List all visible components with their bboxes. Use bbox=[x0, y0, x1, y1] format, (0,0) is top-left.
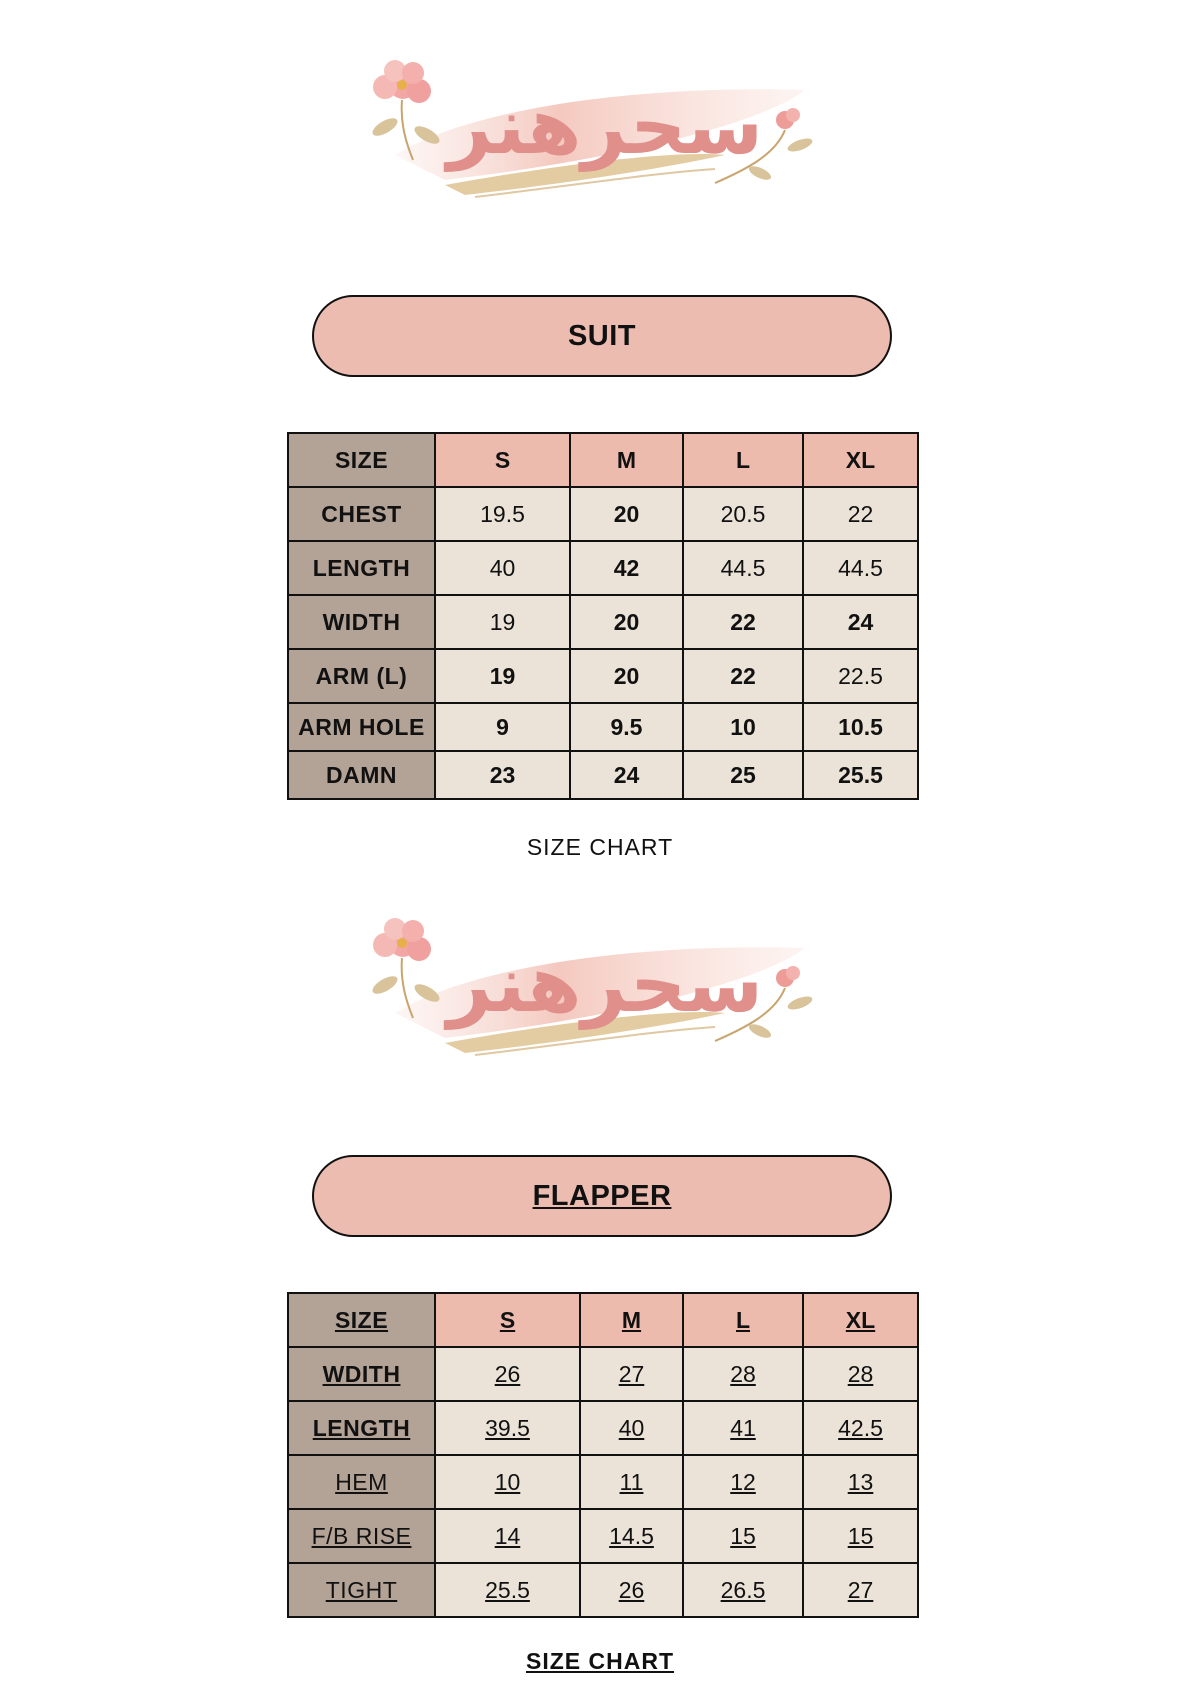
size-column-header: XL bbox=[803, 433, 918, 487]
row-label: F/B RISE bbox=[288, 1509, 435, 1563]
table-cell: 24 bbox=[803, 595, 918, 649]
table-row bbox=[288, 649, 918, 703]
flapper-size-chart-caption: SIZE CHART bbox=[526, 1648, 674, 1674]
table-cell: 12 bbox=[683, 1455, 803, 1509]
table-cell: 42 bbox=[570, 541, 683, 595]
floral-logo-icon bbox=[355, 45, 855, 220]
table-cell: 24 bbox=[570, 751, 683, 799]
size-column-header: M bbox=[570, 433, 683, 487]
table-cell: 20 bbox=[570, 487, 683, 541]
table-row bbox=[288, 1509, 918, 1563]
svg-text:سحرهنر: سحرهنر bbox=[447, 82, 763, 172]
table-row bbox=[288, 1347, 918, 1401]
table-row bbox=[288, 541, 918, 595]
table-cell: 41 bbox=[683, 1401, 803, 1455]
row-label: ARM HOLE bbox=[288, 703, 435, 751]
table-cell: 22 bbox=[803, 487, 918, 541]
table-cell: 19.5 bbox=[435, 487, 570, 541]
table-cell: 22.5 bbox=[803, 649, 918, 703]
table-cell: 11 bbox=[580, 1455, 683, 1509]
table-cell: 25.5 bbox=[435, 1563, 580, 1617]
size-column-header: S bbox=[435, 433, 570, 487]
table-cell: 10 bbox=[683, 703, 803, 751]
flapper-title: FLAPPER bbox=[532, 1179, 672, 1212]
table-cell: 40 bbox=[580, 1401, 683, 1455]
flapper-title-banner bbox=[312, 1155, 892, 1237]
table-cell: 26.5 bbox=[683, 1563, 803, 1617]
table-cell: 9.5 bbox=[570, 703, 683, 751]
size-column-header: S bbox=[435, 1293, 580, 1347]
table-row bbox=[288, 1401, 918, 1455]
table-cell: 19 bbox=[435, 649, 570, 703]
suit-size-table bbox=[287, 432, 919, 800]
table-cell: 44.5 bbox=[683, 541, 803, 595]
table-cell: 9 bbox=[435, 703, 570, 751]
suit-title-banner bbox=[312, 295, 892, 377]
table-cell: 27 bbox=[803, 1563, 918, 1617]
size-column-header: XL bbox=[803, 1293, 918, 1347]
suit-title: SUIT bbox=[567, 319, 637, 352]
table-cell: 25.5 bbox=[803, 751, 918, 799]
table-cell: 20 bbox=[570, 595, 683, 649]
table-cell: 42.5 bbox=[803, 1401, 918, 1455]
table-cell: 20 bbox=[570, 649, 683, 703]
row-label: LENGTH bbox=[288, 541, 435, 595]
table-cell: 19 bbox=[435, 595, 570, 649]
size-column-header: L bbox=[683, 433, 803, 487]
table-cell: 20.5 bbox=[683, 487, 803, 541]
table-cell: 44.5 bbox=[803, 541, 918, 595]
row-label: ARM (L) bbox=[288, 649, 435, 703]
table-cell: 26 bbox=[580, 1563, 683, 1617]
table-row bbox=[288, 703, 918, 751]
table-cell: 22 bbox=[683, 649, 803, 703]
table-header-row bbox=[288, 1293, 918, 1347]
table-cell: 10 bbox=[435, 1455, 580, 1509]
table-cell: 22 bbox=[683, 595, 803, 649]
floral-logo-icon bbox=[355, 903, 855, 1078]
table-cell: 28 bbox=[803, 1347, 918, 1401]
size-corner-label: SIZE bbox=[288, 1293, 435, 1347]
table-cell: 14.5 bbox=[580, 1509, 683, 1563]
suit-size-chart-caption: SIZE CHART bbox=[526, 834, 674, 860]
table-row bbox=[288, 487, 918, 541]
size-column-header: L bbox=[683, 1293, 803, 1347]
svg-text:سحرهنر: سحرهنر bbox=[447, 940, 763, 1030]
table-cell: 40 bbox=[435, 541, 570, 595]
brand-logo bbox=[355, 45, 855, 220]
size-corner-label: SIZE bbox=[288, 433, 435, 487]
row-label: HEM bbox=[288, 1455, 435, 1509]
table-cell: 15 bbox=[683, 1509, 803, 1563]
table-cell: 13 bbox=[803, 1455, 918, 1509]
table-row bbox=[288, 1563, 918, 1617]
brand-logo bbox=[355, 903, 855, 1078]
table-row bbox=[288, 751, 918, 799]
row-label: CHEST bbox=[288, 487, 435, 541]
row-label: WDITH bbox=[288, 1347, 435, 1401]
table-cell: 15 bbox=[803, 1509, 918, 1563]
table-header-row bbox=[288, 433, 918, 487]
row-label: WIDTH bbox=[288, 595, 435, 649]
row-label: LENGTH bbox=[288, 1401, 435, 1455]
table-cell: 23 bbox=[435, 751, 570, 799]
flapper-size-table bbox=[287, 1292, 919, 1618]
table-cell: 14 bbox=[435, 1509, 580, 1563]
size-column-header: M bbox=[580, 1293, 683, 1347]
table-cell: 10.5 bbox=[803, 703, 918, 751]
table-cell: 28 bbox=[683, 1347, 803, 1401]
table-cell: 25 bbox=[683, 751, 803, 799]
table-row bbox=[288, 1455, 918, 1509]
table-row bbox=[288, 595, 918, 649]
table-cell: 39.5 bbox=[435, 1401, 580, 1455]
row-label: DAMN bbox=[288, 751, 435, 799]
table-cell: 26 bbox=[435, 1347, 580, 1401]
row-label: TIGHT bbox=[288, 1563, 435, 1617]
table-cell: 27 bbox=[580, 1347, 683, 1401]
